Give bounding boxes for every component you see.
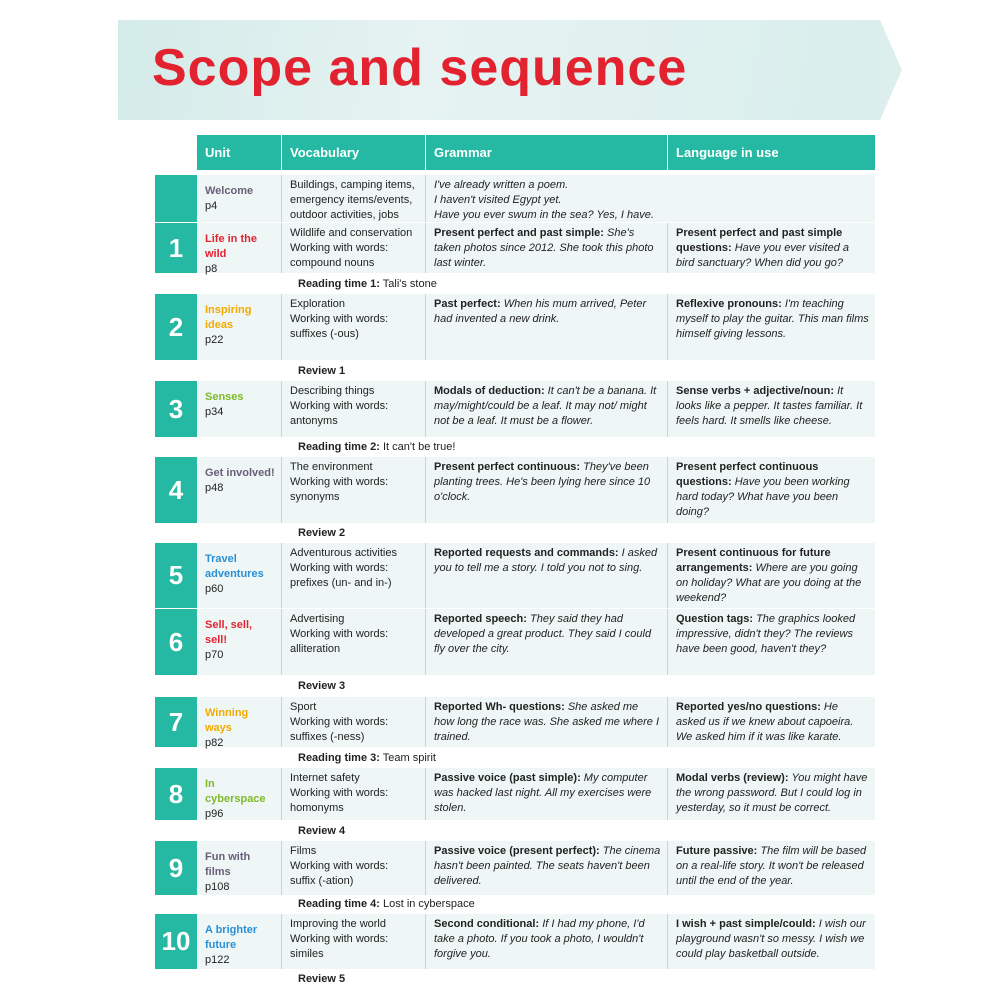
grammar-example: I asked you to tell me a story. I told you not to sing. [434,547,658,574]
table-row-unit-6 [155,609,875,675]
language-example: Have you ever visited a bird sanctuary? When did you go? [676,242,850,269]
unit-cell [197,457,282,523]
grammar-heading: Modals of deduction: [434,385,545,397]
unit-page: p8 [205,263,218,275]
unit-title: A brighter future [205,924,258,951]
grammar-cell [426,457,668,523]
vocab-line: Internet safety [290,772,360,784]
unit-page: p34 [205,406,224,418]
grammar-heading: Passive voice (present perfect): [434,845,600,857]
language-heading: Sense verbs + adjective/noun: [676,385,835,397]
vocab-line: emergency items/events, [290,194,413,206]
grammar-example: They said they had developed a great product. They said I could fly over the city. [434,613,652,655]
vocab-line: Working with words: [290,628,389,640]
vocab-line: Working with words: [290,716,389,728]
unit-cell [197,294,282,360]
unit-page: p22 [205,334,224,346]
vocabulary-cell [282,914,426,969]
unit-title: Life in the wild [205,233,257,260]
grammar-heading: Passive voice (past simple): [434,772,581,784]
grammar-heading: Present perfect and past simple: [434,227,604,239]
grammar-cell [426,294,668,360]
unit-number: 4 [155,457,197,523]
divider-reading-time-1: Reading time 1: Tali's stone [298,278,437,290]
grammar-heading: Second conditional: [434,918,540,930]
grammar-line: Have you ever swum in the sea? Yes, I have. [434,209,654,221]
table-header [197,135,875,170]
vocabulary-cell [282,294,426,360]
unit-page: p96 [205,808,224,820]
language-cell [668,294,875,360]
vocabulary-cell [282,175,426,222]
vocab-line: Working with words: [290,860,389,872]
unit-cell [197,223,282,273]
unit-cell [197,609,282,675]
unit-page: p48 [205,482,224,494]
unit-title: Inspiring ideas [205,304,252,331]
unit-cell [197,697,282,747]
grammar-cell [426,697,668,747]
language-heading: Modal verbs (review): [676,772,789,784]
divider-reading-time-4: Reading time 4: Lost in cyberspace [298,898,475,910]
grammar-example: She asked me how long the race was. She asked me where I trained. [434,701,660,743]
grammar-cell [426,543,668,608]
grammar-example: It can't be a banana. It may/might/could be a leaf. It may not/ might not be a leaf. It must be a flower. [434,385,657,427]
divider-reading-time-3: Reading time 3: Team spirit [298,752,436,764]
unit-number-blank [155,175,197,222]
vocab-line: Films [290,845,317,857]
grammar-example: If I had my phone, I'd take a photo. If you took a photo, I wouldn't forgive you. [434,918,645,960]
vocab-line: compound nouns [290,257,375,269]
vocab-line: Advertising [290,613,345,625]
unit-cell [197,381,282,437]
divider-review-2: Review 2 [298,527,346,539]
vocabulary-cell [282,841,426,895]
vocab-line: synonyms [290,491,340,503]
grammar-heading: Past perfect: [434,298,501,310]
unit-number: 6 [155,609,197,675]
language-heading: Reported yes/no questions: [676,701,821,713]
vocab-line: Working with words: [290,313,389,325]
vocabulary-cell [282,457,426,523]
vocab-line: Buildings, camping items, [290,179,415,191]
table-row-unit-9 [155,841,875,895]
unit-cell [197,768,282,820]
vocab-line: Working with words: [290,787,389,799]
table-row-unit-8 [155,768,875,820]
row-cells [197,175,875,222]
unit-number: 8 [155,768,197,820]
unit-title: Sell, sell, sell! [205,619,253,646]
language-example: I wish our playground wasn't so messy. I wish we could play basketball outside. [676,918,866,960]
vocab-line: The environment [290,461,373,473]
grammar-heading: Present perfect continuous: [434,461,581,473]
grammar-line: I haven't visited Egypt yet. [434,194,562,206]
unit-number: 9 [155,841,197,895]
vocab-line: Working with words: [290,476,389,488]
table-row-unit-4 [155,457,875,523]
language-example: Where are you going on holiday? What are you doing at the weekend? [676,562,862,604]
unit-cell [197,543,282,608]
language-cell [668,381,875,437]
header-unit: Unit [197,135,282,170]
vocabulary-cell [282,381,426,437]
language-heading: Reflexive pronouns: [676,298,782,310]
vocab-line: Working with words: [290,562,389,574]
grammar-example: They've been planting trees. He's been lying here since 10 o'clock. [434,461,651,503]
unit-number: 10 [155,914,197,969]
grammar-cell [426,381,668,437]
grammar-example: My computer was hacked last night. All my exercises were stolen. [434,772,652,814]
table-row-unit-5 [155,543,875,608]
unit-cell [197,841,282,895]
language-example: Have you been working hard today? What have you been doing? [676,476,850,518]
vocabulary-cell [282,543,426,608]
language-cell [668,697,875,747]
vocab-line: suffixes (-ness) [290,731,365,743]
unit-number: 5 [155,543,197,608]
vocab-line: antonyms [290,415,338,427]
vocabulary-cell [282,768,426,820]
vocab-line: Improving the world [290,918,386,930]
divider-reading-time-2: Reading time 2: It can't be true! [298,441,456,453]
header-grammar: Grammar [426,135,668,170]
header-language-in-use: Language in use [676,145,779,160]
language-cell [668,223,875,273]
unit-title: Get involved! [205,467,275,479]
table-row-unit-3 [155,381,875,437]
language-heading: Present perfect continuous questions: [676,461,819,488]
unit-title: Travel adventures [205,553,264,580]
language-cell [668,768,875,820]
grammar-line: I've already written a poem. [434,179,569,191]
page-title: Scope and sequence [152,39,688,97]
unit-page: p60 [205,583,224,595]
language-example: You might have the wrong password. But I could log in yesterday, so it must be correct. [676,772,868,814]
unit-number: 7 [155,697,197,747]
divider-review-5: Review 5 [298,973,346,985]
unit-number: 1 [155,223,197,273]
language-heading: Present perfect and past simple questions: [676,227,843,254]
unit-cell [197,175,282,222]
grammar-example: She's taken photos since 2012. She took this photo last winter. [434,227,654,269]
vocab-line: prefixes (un- and in-) [290,577,392,589]
vocab-line: similes [290,948,324,960]
grammar-heading: Reported requests and commands: [434,547,619,559]
table-row-welcome [155,175,875,222]
table-row-unit-2 [155,294,875,360]
language-example: It looks like a pepper. It tastes familiar. It feels hard. It smells like cheese. [676,385,863,427]
table-row-unit-10 [155,914,875,969]
vocab-line: homonyms [290,802,344,814]
vocab-line: suffixes (-ous) [290,328,359,340]
vocab-line: outdoor activities, jobs [290,209,399,221]
grammar-example: The cinema hasn't been painted. The seats haven't been delivered. [434,845,661,887]
grammar-cell [426,175,875,222]
language-cell [668,609,875,675]
language-heading: Present continuous for future arrangements: [676,547,831,574]
vocab-line: Working with words: [290,242,389,254]
unit-page: p70 [205,649,224,661]
unit-title: Winning ways [205,707,249,734]
vocabulary-cell [282,697,426,747]
vocab-line: Wildlife and conservation [290,227,413,239]
grammar-cell [426,223,668,273]
vocab-line: Describing things [290,385,375,397]
grammar-heading: Reported speech: [434,613,527,625]
unit-title: Senses [205,391,244,403]
unit-page: p4 [205,200,218,212]
table-row-unit-7 [155,697,875,747]
grammar-cell [426,914,668,969]
language-heading: I wish + past simple/could: [676,918,816,930]
unit-cell [197,914,282,969]
language-cell [668,914,875,969]
language-cell [668,543,875,608]
divider-review-3: Review 3 [298,680,346,692]
grammar-cell [426,609,668,675]
language-example: I'm teaching myself to play the guitar. This man films himself giving lessons. [676,298,869,340]
grammar-cell [426,841,668,895]
language-example: The film will be based on a real-life story. It won't be released until the end of the year. [676,845,867,887]
language-example: He asked us if we knew about capoeira. We asked him if it was like karate. [676,701,854,743]
table-row-unit-1 [155,223,875,273]
language-heading: Question tags: [676,613,754,625]
language-example: The graphics looked impressive, didn't they? The reviews have been good, haven't they? [676,613,856,655]
unit-number: 3 [155,381,197,437]
divider-review-4: Review 4 [298,825,346,837]
unit-title: Fun with films [205,851,251,878]
grammar-example: When his mum arrived, Peter had invented a new drink. [434,298,647,325]
language-cell [668,841,875,895]
unit-number: 2 [155,294,197,360]
unit-page: p122 [205,954,230,966]
vocabulary-cell [282,223,426,273]
vocab-line: Exploration [290,298,346,310]
unit-title: In cyberspace [205,778,266,805]
vocab-line: Sport [290,701,317,713]
grammar-cell [426,768,668,820]
vocab-line: Adventurous activities [290,547,397,559]
grammar-heading: Reported Wh- questions: [434,701,565,713]
vocabulary-cell [282,609,426,675]
vocab-line: suffix (-ation) [290,875,354,887]
header-vocabulary: Vocabulary [282,135,426,170]
unit-title: Welcome [205,185,254,197]
language-cell [668,457,875,523]
vocab-line: Working with words: [290,933,389,945]
vocab-line: Working with words: [290,400,389,412]
divider-review-1: Review 1 [298,365,346,377]
vocab-line: alliteration [290,643,341,655]
unit-page: p108 [205,881,230,893]
language-heading: Future passive: [676,845,758,857]
unit-page: p82 [205,737,224,749]
